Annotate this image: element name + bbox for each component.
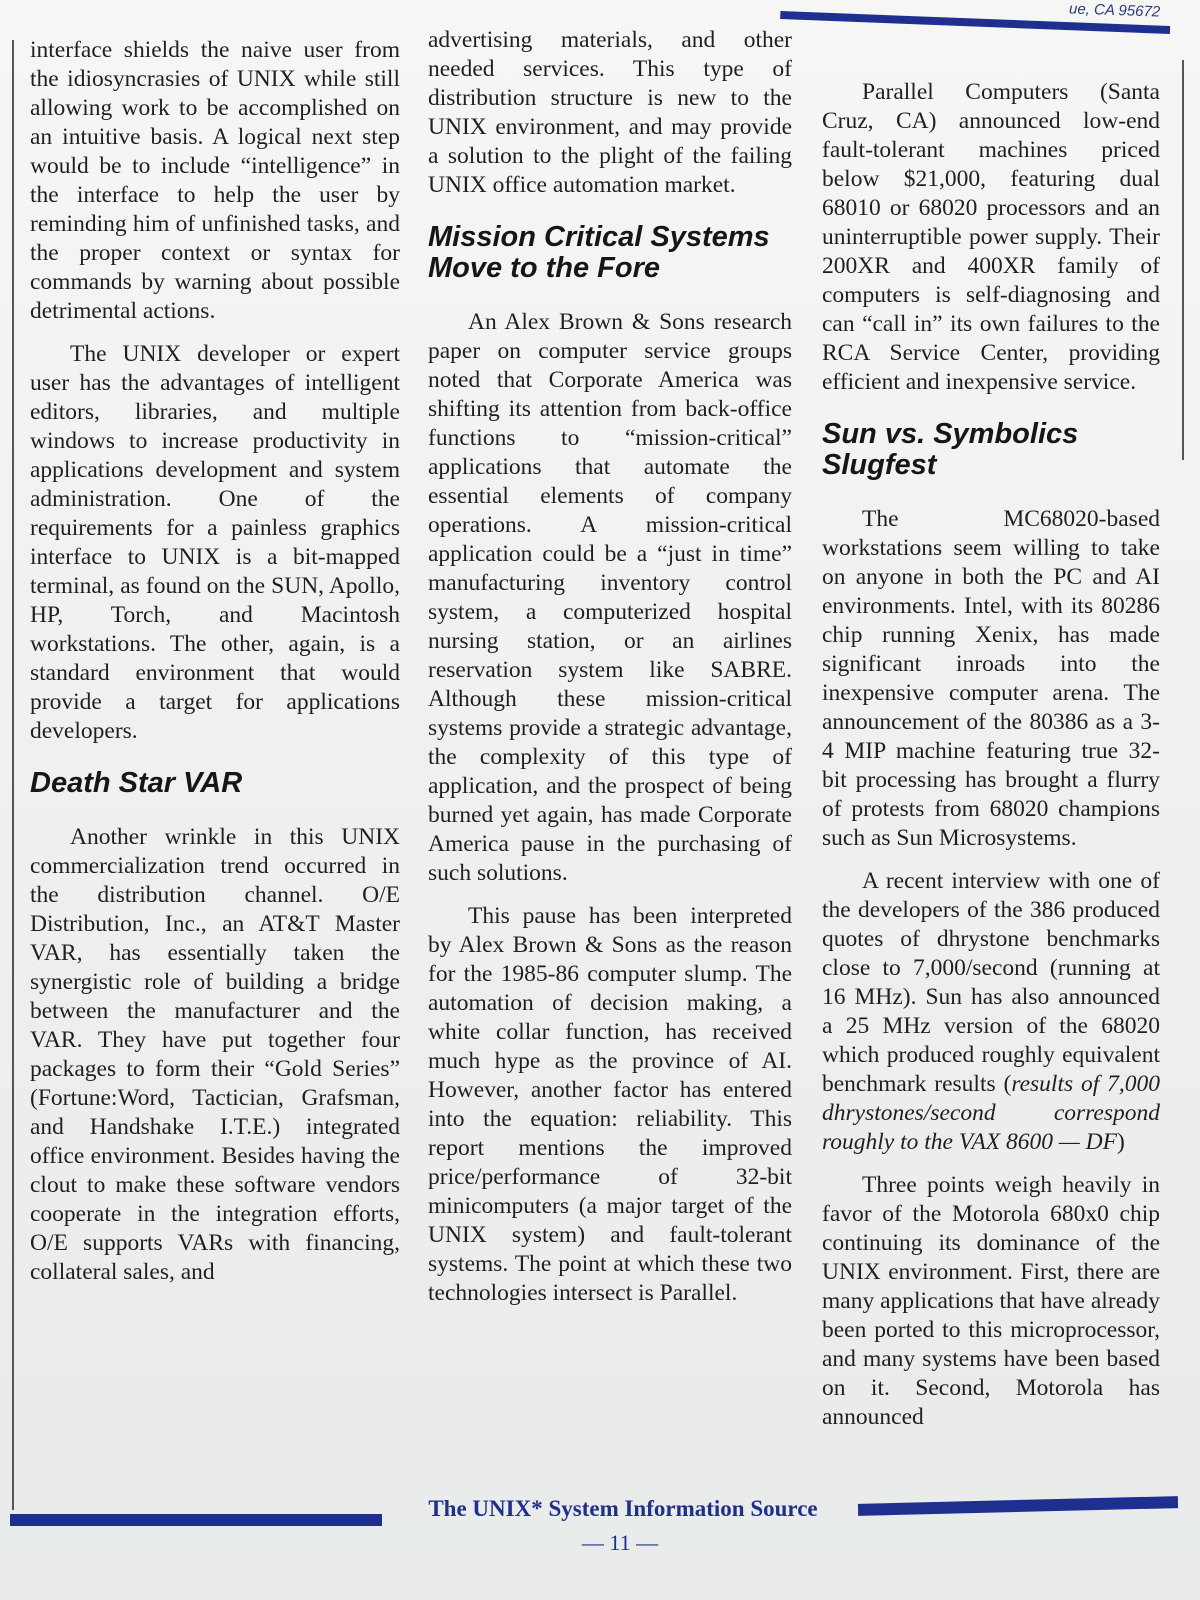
col3-paragraph-2: The MC68020-based workstations seem willing to take on anyone in both the PC and AI environments. Intel, with its 80286 chip running Xenix, has made significant inroads into the inexpensive computer arena. The announcement of the 80386 as a 3-4 MIP machine featuring true 32-bit processing has brought a flurry of protests from 68020 champions such as Sun Microsystems. <box>822 506 1160 851</box>
article-column-1 <box>30 36 400 1301</box>
heading-mission-critical: Mission Critical Systems Move to the Fore <box>428 221 770 284</box>
heading-sun-vs-symbolics: Sun vs. Symbolics Slugfest <box>822 418 1079 481</box>
col1-paragraph-3: Another wrinkle in this UNIX commercialization trend occurred in the distribution channel. O/E Distribution, Inc., an AT&T Master VAR, has essentially taken the synergistic role of building a bridge between the manufacturer and the VAR. They have put together four packages to form their “Gold Series” (Fortune:Word, Tactician, Grafsman, and Handshake I.T.E.) integrated office environment. Besides having the clout to make these software vendors cooperate in the integration efforts, O/E supports VARs with financing, collateral sales, and <box>30 824 400 1285</box>
col2-paragraph-1: advertising materials, and other needed services. This type of distribution structure is new to the UNIX environment, and may provide a solution to the plight of the failing UNIX office automation market. <box>428 27 792 198</box>
column-rule-left <box>12 40 14 1510</box>
col1-paragraph-1: interface shields the naive user from the idiosyncrasies of UNIX while still allowing work to be accomplished on an intuitive basis. A logical next step would be to include “intelligence” in the interface to help the user by reminding him of unfinished tasks, and the proper context or syntax for commands by warning about possible detrimental actions. <box>30 37 400 324</box>
col3-paragraph-1: Parallel Computers (Santa Cruz, CA) announced low-end fault-tolerant machines priced below $21,000, featuring dual 68010 or 68020 processors and an uninterruptible power supply. Their 200XR and 400XR family of computers is self-diagnosing and can “call in” its own failures to the RCA Service Center, providing efficient and inexpensive service. <box>822 79 1160 395</box>
col2-paragraph-3: This pause has been interpreted by Alex Brown & Sons as the reason for the 1985-86 computer slump. The automation of decision making, a white collar function, has received much hype as the province of AI. However, another factor has entered into the equation: reliability. This report mentions the improved price/performance of 32-bit minicomputers (a major target of the UNIX system) and fault-tolerant systems. The point at which these two technologies intersect is Parallel. <box>428 903 792 1306</box>
page-number: — 11 — <box>581 1530 659 1555</box>
footer-title: The UNIX* System Information Source <box>428 1496 818 1521</box>
column-rule-right <box>1182 60 1184 460</box>
footer-rule-right <box>858 1496 1178 1516</box>
article-column-3 <box>822 78 1160 1446</box>
col3-paragraph-3 <box>822 867 1160 1157</box>
masthead-address: ue, CA 95672 <box>1068 0 1161 21</box>
col3-paragraph-3-text: A recent interview with one of the developers of the 386 produced quotes of dhrystone benchmarks close to 7,000/second (running at 16 MHz). Sun has also announced a 25 MHz version of the 68020 which produced roughly equivalent benchmark results ( <box>822 868 1160 1097</box>
col3-paragraph-4: Three points weigh heavily in favor of the Motorola 680x0 chip continuing its dominance of the UNIX environment. First, there are many applications that have already been ported to this microprocessor, and many systems have been based on it. Second, Motorola has announced <box>822 1172 1161 1430</box>
footer-rule-left <box>10 1514 382 1526</box>
col1-paragraph-2: The UNIX developer or expert user has the advantages of intelligent editors, libraries, and multiple windows to increase productivity in applications development and system administration. One of the requirements for a painless graphics interface to UNIX is a bit-mapped terminal, as found on the SUN, Apollo, HP, Torch, and Macintosh workstations. The other, again, is a standard environment that would provide a target for applications developers. <box>30 341 400 744</box>
col3-paragraph-3-close: ) <box>1117 1129 1125 1155</box>
col3-editor-note: results of 7,000 dhrystones/second correspond roughly to the VAX 8600 — DF <box>822 1071 1160 1155</box>
article-column-2 <box>428 26 792 1322</box>
heading-death-star-var: Death Star VAR <box>30 767 243 799</box>
col2-paragraph-2: An Alex Brown & Sons research paper on computer service groups noted that Corporate America was shifting its attention from back-office functions to “mission-critical” applications that automate the essential elements of company operations. A mission-critical application could be a “just in time” manufacturing inventory control system, a computerized hospital nursing station, or an airlines reservation system like SABRE. Although these mission-critical systems provide a strategic advantage, the complexity of this type of application, and the prospect of being burned yet again, has made Corporate America pause in the purchasing of such solutions. <box>428 309 792 886</box>
